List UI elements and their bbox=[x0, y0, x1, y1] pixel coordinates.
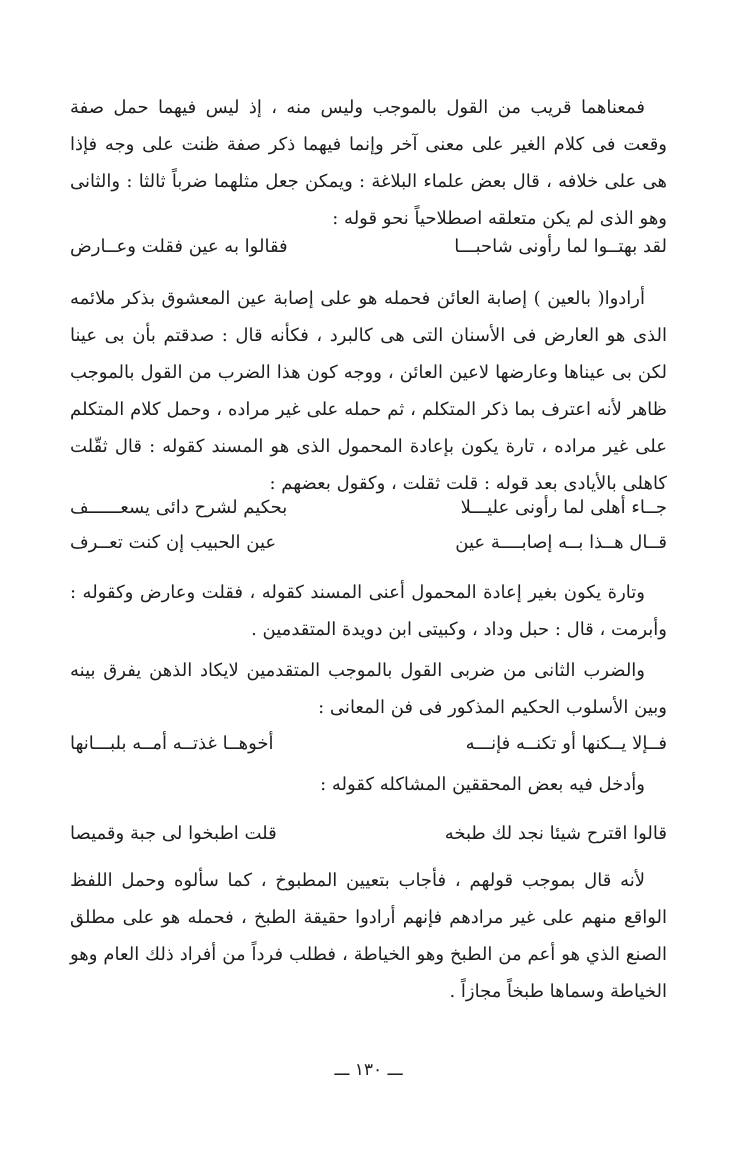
verse-4 bbox=[70, 726, 667, 762]
paragraph-6: لأنه قال بموجب قولهم ، فأجاب بتعيين المطبوخ ، كما سألوه وحمل اللفظ الواقع منهم على غير مرادهم فإنهم أرادوا حقيقة الطبخ ، فحمله هو على مطلق الصنع الذي هو أعم من الطبخ وهو الخياطة ، فطلب فرداً من أفراد ذلك العام وهو الخياطة وسماها طبخاً مجازاً . bbox=[70, 870, 667, 1002]
verse-1-second-hemistich: فقالوا به عين فقلت وعــارض bbox=[70, 236, 288, 257]
verse-1-first-hemistich: لقد بهتــوا لما رأونى شاحبـــا bbox=[454, 236, 667, 257]
verse-4-second-hemistich: أخوهــا غذتــه أمــه بلبـــانها bbox=[70, 733, 274, 754]
verse-2-second-hemistich: بحكيم لشرح دائى يسعــــــف bbox=[70, 497, 288, 518]
paragraph-6-block bbox=[70, 862, 667, 1010]
verse-5 bbox=[70, 816, 667, 852]
paragraph-5-block bbox=[70, 766, 667, 803]
verse-1 bbox=[70, 229, 667, 265]
paragraph-2: أرادوا( بالعين ) إصابة العائن فحمله هو على إصابة عين المعشوق بذكر ملائمه الذى هو العارض فى الأسنان التى هى كالبرد ، فكأنه قال : صدقتم بأن بى عينا لكن بى عيناها وعارضها لاعين العائن ، ووجه كون هذا الضرب من القول بالموجب ظاهر لأنه اعترف بما ذكر المتكلم ، ثم حمله على غير مراده ، وحمل كلام المتكلم على غير مراده ، تارة يكون بإعادة المحمول الذى هو المسند كقوله : قال ثقّلت كاهلى بالأيادى بعد قوله : قلت ثقلت ، وكقول بعضهم : bbox=[70, 288, 667, 494]
paragraph-4-block bbox=[70, 652, 667, 726]
paragraph-1: فمعناهما قريب من القول بالموجب وليس منه ، إذ ليس فيهما حمل صفة وقعت فى كلام الغير على معنى آخر وإنما فيهما ذكر صفة ظنت على وجه فإذا هى على خلافه ، قال بعض علماء البلاغة : ويمكن جعل مثلهما ضرباً ثالثا : والثانى وهو الذى لم يكن متعلقه اصطلاحياً نحو قوله : bbox=[70, 97, 667, 229]
paragraph-5: وأدخل فيه بعض المحققين المشاكله كقوله : bbox=[320, 774, 645, 795]
verse-2-first-hemistich: جــاء أهلى لما رأونى عليـــلا bbox=[460, 497, 667, 518]
verse-3-first-hemistich: قــال هــذا بــه إصابــــة عين bbox=[455, 532, 667, 553]
page-number: ـــ ١٣٠ ـــ bbox=[334, 1060, 403, 1080]
paragraph-2-block bbox=[70, 280, 667, 502]
verse-5-first-hemistich: قالوا اقترح شيئا نجد لك طبخه bbox=[444, 823, 667, 844]
paragraph-4: والضرب الثانى من ضربى القول بالموجب المتقدمين لايكاد الذهن يفرق بينه وبين الأسلوب الحكيم المذكور فى فن المعانى : bbox=[70, 660, 667, 718]
verse-5-second-hemistich: قلت اطبخوا لى جبة وقميصا bbox=[70, 823, 277, 844]
verse-4-first-hemistich: فــإلا يــكنها أو تكنــه فإنـــه bbox=[465, 733, 667, 754]
paragraph-1-block bbox=[70, 89, 667, 237]
verse-3-second-hemistich: عين الحبيب إن كنت تعــرف bbox=[70, 532, 277, 553]
verse-2 bbox=[70, 490, 667, 526]
verse-3 bbox=[70, 525, 667, 561]
paragraph-3: وتارة يكون بغير إعادة المحمول أعنى المسند كقوله ، فقلت وعارض وكقوله : وأبرمت ، قال : حبل وداد ، وكبيتى ابن دويدة المتقدمين . bbox=[70, 582, 667, 640]
paragraph-3-block bbox=[70, 574, 667, 648]
